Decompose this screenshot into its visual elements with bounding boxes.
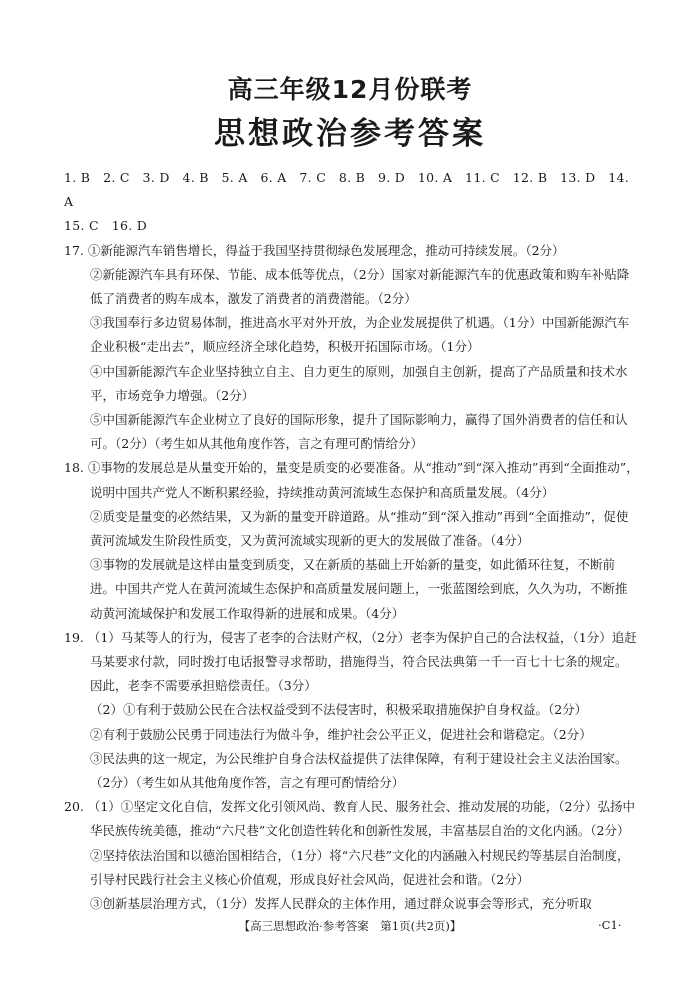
answer-content bbox=[64, 166, 639, 916]
q19-part-2-point-1: （2）①有利于鼓励公民在合法权益受到不法侵害时，积极采取措施保护自身权益。（2分） bbox=[90, 702, 588, 718]
q20-point-2: ②坚持依法治国和以德治国相结合，（1分）将“六尺巷”文化的内涵融入村规民约等基层自治制度，引导村民践行社会主义核心价值观，形成良好社会风尚，促进社会和谐。（2分） bbox=[90, 847, 630, 887]
q19-part-1: 19. （1）马某等人的行为，侵害了老李的合法财产权，（2分）老李为保护自己的合法权益，（1分）追赶马某要求付款，同时拨打电话报警寻求帮助，措施得当，符合民法典第一千一百七十七条的规定。因此，老李不需要承担赔偿责任。（3分） bbox=[64, 629, 637, 694]
q19-part-2-point-2: ②有利于鼓励公民勇于同违法行为做斗争，维护社会公平正义，促进社会和谐稳定。（2分） bbox=[90, 726, 592, 742]
q20-point-1: 20. （1）①坚定文化自信，发挥文化引领风尚、教育人民、服务社会、推动发展的功能，（2分）弘扬中华民族传统美德，推动“六尺巷”文化创造性转化和创新性发展，丰富基层自治的文化内涵。（2分） bbox=[64, 799, 636, 839]
q17-point-1: 17. ①新能源汽车销售增长，得益于我国坚持贯彻绿色发展理念，推动可持续发展。（2分） bbox=[64, 242, 565, 258]
choice-answers-line-2: 15. C 16. D bbox=[64, 218, 148, 234]
choice-answers-line-1: 1. B 2. C 3. D 4. B 5. A 6. A 7. C 8. B 9. D 10. A 11. C 12. B 13. D 14. A bbox=[64, 170, 630, 210]
page-subtitle: 思想政治参考答案 bbox=[214, 116, 486, 152]
q18-point-1: 18. ①事物的发展总是从量变开始的，量变是质变的必要准备。从“推动”到“深入推动”再到“全面推动”，说明中国共产党人不断积累经验，持续推动黄河流域生态保护和高质量发展。（4分） bbox=[64, 460, 639, 500]
q18-point-2: ②质变是量变的必然结果，又为新的量变开辟道路。从“推动”到“深入推动”再到“全面推动”，促使黄河流域发生阶段性质变，又为黄河流域实现新的更大的发展做了准备。（4分） bbox=[90, 508, 629, 549]
q19-part-2-point-3: ③民法典的这一规定，为公民维护自身合法权益提供了法律保障，有利于建设社会主义法治国家。（2分）（考生如从其他角度作答，言之有理可酌情给分） bbox=[90, 750, 628, 791]
page-footer: 【高三思想政治·参考答案 第1页(共2页)】 bbox=[238, 919, 462, 933]
q17-point-2: ②新能源汽车具有环保、节能、成本低等优点，（2分）国家对新能源汽车的优惠政策和购车补贴降低了消费者的购车成本，激发了消费者的消费潜能。（2分） bbox=[90, 266, 630, 307]
page-title: 高三年级12月份联考 bbox=[227, 75, 473, 104]
q20-point-3: ③创新基层治理方式，（1分）发挥人民群众的主体作用，通过群众说事会等形式，充分听取 bbox=[90, 896, 592, 912]
q18-point-3: ③事物的发展就是这样由量变到质变，又在新质的基础上开始新的量变，如此循环往复，不断前进。中国共产党人在黄河流域生态保护和高质量发展问题上，一张蓝图绘到底，久久为功，不断推动黄河流域保护和发展工作取得新的进展和成果。（4分） bbox=[90, 557, 628, 621]
q17-point-3: ③我国奉行多边贸易体制，推进高水平对外开放，为企业发展提供了机遇。（1分）中国新能源汽车企业积极“走出去”，顺应经济全球化趋势，积极开拓国际市场。（1分） bbox=[90, 315, 630, 355]
q17-point-5: ⑤中国新能源汽车企业树立了良好的国际形象，提升了国际影响力，赢得了国外消费者的信任和认可。（2分）（考生如从其他角度作答，言之有理可酌情给分） bbox=[90, 412, 628, 452]
q17-point-4: ④中国新能源汽车企业坚持独立自主、自力更生的原则，加强自主创新，提高了产品质量和技术水平，市场竞争力增强。（2分） bbox=[90, 363, 628, 403]
page-code: ·C1· bbox=[598, 918, 622, 932]
